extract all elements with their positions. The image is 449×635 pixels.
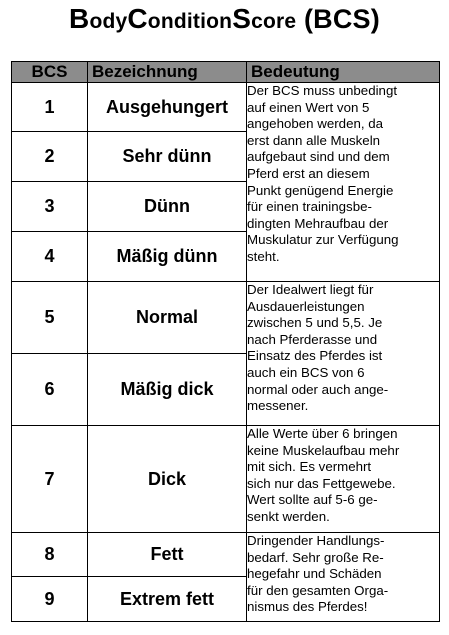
meaning-cell: Der Idealwert liegt für Ausdauerleistungen zwischen 5 und 5,5. Je nach Pferderasse und Einsatz des Pferdes ist auch ein BCS von 6 normal oder auch ange- messener. bbox=[247, 282, 440, 426]
score-cell: 1 bbox=[12, 83, 88, 132]
score-cell: 4 bbox=[12, 232, 88, 282]
label-cell: Sehr dünn bbox=[88, 132, 247, 182]
score-cell: 3 bbox=[12, 182, 88, 232]
score-cell: 7 bbox=[12, 426, 88, 533]
label-cell: Mäßig dick bbox=[88, 354, 247, 426]
header-bezeichnung: Bezeichnung bbox=[88, 62, 247, 83]
title-letter-c: C bbox=[127, 3, 148, 34]
title-part-core: core bbox=[251, 10, 297, 33]
table-row bbox=[12, 282, 440, 354]
title-part-ondition: ondition bbox=[147, 10, 233, 33]
bcs-table bbox=[11, 61, 440, 622]
header-bcs: BCS bbox=[12, 62, 88, 83]
title-letter-s: S bbox=[232, 3, 252, 34]
score-cell: 9 bbox=[12, 577, 88, 622]
title-part-ody: ody bbox=[89, 10, 128, 33]
meaning-cell: Alle Werte über 6 bringen keine Muskelaufbau mehr mit sich. Es vermehrt sich nur das Fettgewebe. Wert sollte auf 5-6 ge- senkt werden. bbox=[247, 426, 440, 533]
meaning-cell: Der BCS muss unbedingt auf einen Wert von 5 angehoben werden, da erst dann alle Muskeln aufgebaut sind und dem Pferd erst an diesem Punkt genügend Energie für einen trainingsbe- dingten Mehraufbau der Muskulatur zur Verfügung steht. bbox=[247, 83, 440, 282]
meaning-cell: Dringender Handlungs- bedarf. Sehr große Re- hegefahr und Schäden für den gesamten Orga- nismus des Pferdes! bbox=[247, 533, 440, 622]
title-letter-b: B bbox=[69, 3, 90, 34]
page-title bbox=[0, 3, 449, 35]
label-cell: Normal bbox=[88, 282, 247, 354]
score-cell: 2 bbox=[12, 132, 88, 182]
title-part-bcs: (BCS) bbox=[296, 4, 380, 34]
table-row bbox=[12, 83, 440, 132]
score-cell: 8 bbox=[12, 533, 88, 577]
score-cell: 6 bbox=[12, 354, 88, 426]
label-cell: Extrem fett bbox=[88, 577, 247, 622]
header-bedeutung: Bedeutung bbox=[247, 62, 440, 83]
label-cell: Dick bbox=[88, 426, 247, 533]
label-cell: Dünn bbox=[88, 182, 247, 232]
label-cell: Fett bbox=[88, 533, 247, 577]
table-row bbox=[12, 533, 440, 577]
label-cell: Ausgehungert bbox=[88, 83, 247, 132]
table-row bbox=[12, 426, 440, 533]
table-header-row bbox=[12, 62, 440, 83]
score-cell: 5 bbox=[12, 282, 88, 354]
label-cell: Mäßig dünn bbox=[88, 232, 247, 282]
